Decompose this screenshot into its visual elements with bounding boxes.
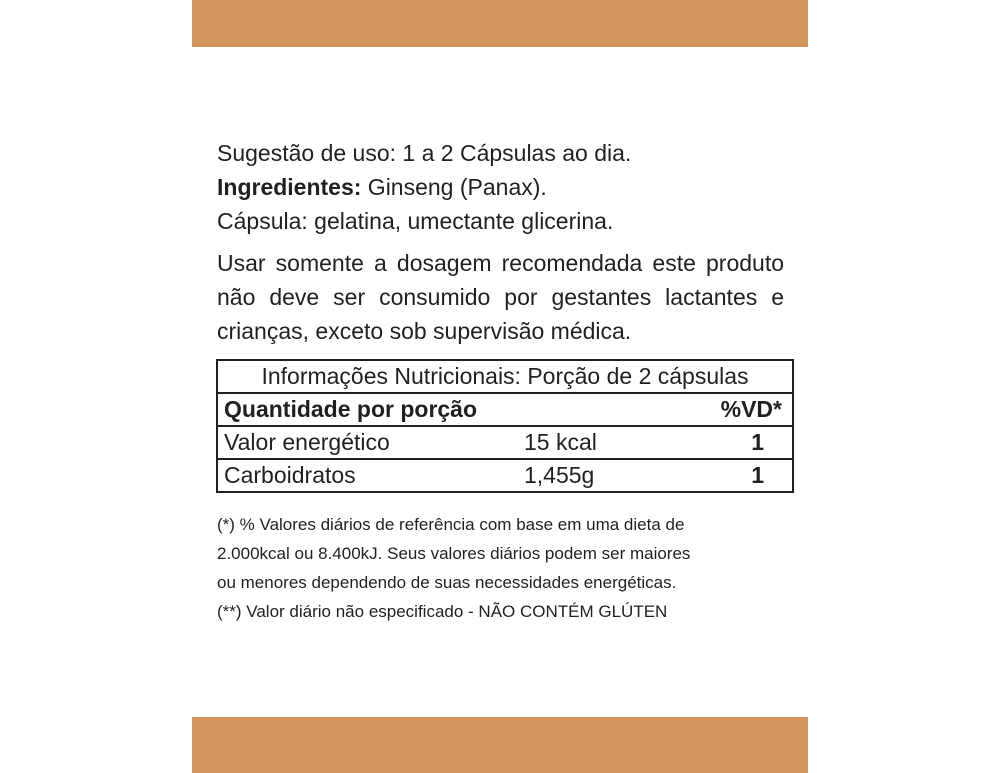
nutrition-table	[216, 359, 794, 493]
product-label	[192, 0, 808, 773]
usage-suggestion: Sugestão de uso: 1 a 2 Cápsulas ao dia.	[217, 140, 632, 166]
warning-text: Usar somente a dosagem recomendada este produto não deve ser consumido por gestantes lactantes e crianças, exceto sob supervisão médica.	[217, 250, 784, 344]
footnote-line: 2.000kcal ou 8.400kJ. Seus valores diários podem ser maiores	[217, 544, 691, 563]
top-color-band	[192, 0, 808, 47]
nutrition-row	[217, 426, 793, 459]
ingredients-value: Ginseng (Panax).	[361, 174, 547, 200]
nutrition-row	[217, 459, 793, 492]
nutrient-vd: 1	[751, 429, 764, 455]
nutrient-amount: 1,455g	[524, 462, 595, 488]
vd-header: %VD*	[720, 396, 782, 422]
footnote-line: ou menores dependendo de suas necessidades energéticas.	[217, 573, 677, 592]
nutrition-title: Informações Nutricionais: Porção de 2 cápsulas	[217, 360, 793, 393]
nutrient-vd: 1	[751, 462, 764, 488]
bottom-color-band	[192, 717, 808, 773]
capsule-line: Cápsula: gelatina, umectante glicerina.	[217, 208, 614, 234]
label-text-block	[217, 136, 784, 348]
nutrient-amount: 15 kcal	[524, 429, 597, 455]
nutrient-name: Valor energético	[224, 429, 390, 455]
ingredients-label: Ingredientes:	[217, 174, 362, 200]
ingredients-line	[217, 170, 784, 204]
footnote-line: (**) Valor diário não especificado - NÃO CONTÉM GLÚTEN	[217, 602, 668, 621]
quantity-header: Quantidade por porção	[224, 396, 478, 422]
footnote	[217, 510, 727, 626]
nutrient-name: Carboidratos	[224, 462, 356, 488]
nutrition-header-row	[217, 393, 793, 426]
nutrition-title-row	[217, 360, 793, 393]
footnote-line: (*) % Valores diários de referência com base em uma dieta de	[217, 515, 685, 534]
